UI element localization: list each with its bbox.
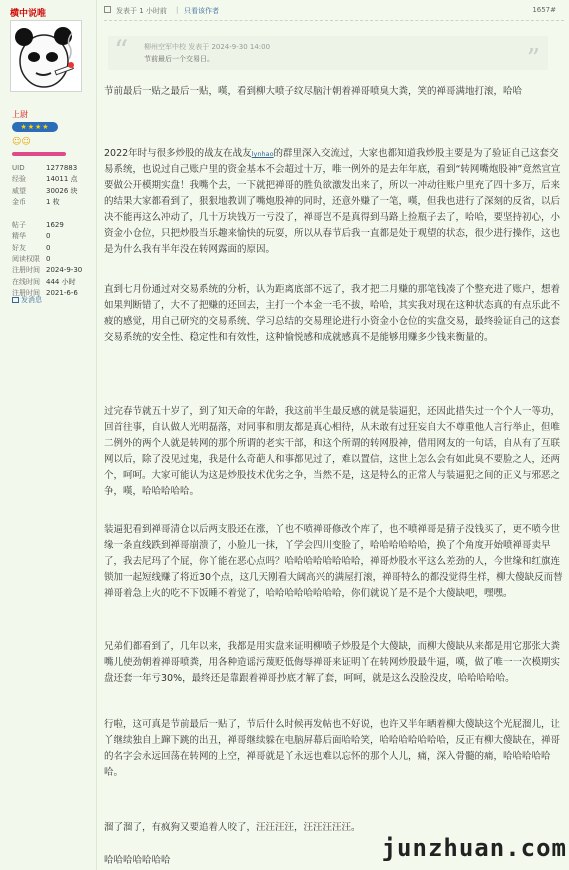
stat-posts[interactable]: 1629: [46, 221, 64, 229]
quote-text: 节前最后一个交易日。: [144, 55, 214, 63]
paragraph: 过完春节就五十岁了，到了知天命的年龄，我这前半生最反感的就是装逼犯，还因此措失过一个个人一等功，回首往事，自认做人光明磊落，对同事和朋友都是真心相待，从未敢有过狂妄自大不尊重他人言行举止，但唯二例外的两个人就是转网的那个所谓的老实干部，和这个所谓的转网股神，借用网友的一句话，自从有了互联网以后，除了没见过鬼，我是什么奇葩人和事都见过了，难以置信，这世上怎么会有如此臭不要脸之人，还两个，呵呵。大家可能认为这是炒股技术优劣之争，当然不是，这是特么的正常人与装逼犯之间的正义与邪恶之争，嘆，哈哈哈哈哈。: [104, 406, 561, 497]
quote-block: [108, 34, 548, 74]
user-link[interactable]: lynhao: [251, 150, 274, 158]
stat-row: 好友 0: [12, 243, 51, 252]
stat-row: 阅读权限 0: [12, 255, 51, 263]
stat-row: 帖子 1629: [12, 220, 64, 231]
user-group: 上尉: [12, 110, 28, 119]
send-message-label: 发消息: [21, 296, 42, 304]
stat-row: 在线时间 444 小时: [12, 277, 76, 286]
post-status-icon: [104, 6, 111, 13]
send-message-button[interactable]: [12, 295, 42, 305]
stat-row: 经验 14011 点: [12, 175, 78, 184]
paragraph: 装逼犯看到禅哥清仓以后两支股还在涨，丫也不喷禅哥修改个库了，也不喷禅哥是猜子没钱买了，更不喷今世缘一条直线跌到禅哥崩溃了，小脸儿一抹，丫学会四川变脸了，哈哈哈哈哈哈，换了个角度开始喷禅哥卖早了，我去尼玛了个屁，你丫能在恶心点吗？哈哈哈哈哈哈哈哈，禅哥炒股水平这么差劲的人，今世缘和红旗连锁加一起短线赚了将近30个点，这几天刚看大阔高兴的满屋打滚，禅哥特么的都没觉得生样，柳大傻缺反而替禅哥着急上火的吃不下饭睡不着觉了，哈哈哈哈哈哈哈哈，你们就说丫是不是个大傻缺吧，嘿嘿。: [104, 524, 563, 599]
paragraph: 节前最后一贴之最后一贴，嘆，看到柳大喷子纹尽脑汁朝着禅哥喷臭大粪，笑的禅哥满地打滚，哈哈: [104, 86, 523, 97]
stat-row: 注册时间 2024-9-30: [12, 266, 83, 275]
envelope-icon: [12, 297, 19, 303]
user-stats-b: [12, 220, 64, 254]
stat-row: 精华 0: [12, 232, 51, 241]
user-stats-c: [12, 254, 82, 300]
site-watermark: junzhuan.com: [381, 834, 567, 862]
stat-row: 威望 30026 块: [12, 186, 78, 195]
author-only-link[interactable]: 只看该作者: [184, 7, 219, 15]
paragraph: 直到七月份通过对交易系统的分析，认为距离底部不远了，我才把二月赚的那笔钱凑了个整充进了账户，想着如果判断错了，大不了把赚的还回去，主打一个本金一毛不拔，哈哈，其实我对现在这种状态真的有点乐此不疲的感觉，用自己研究的交易系统、学习总结的交易理论进行小资金小仓位的实盘交易，最终验证自己的这套交易系统的安全性、稳定性和有效性，这种愉悦感和成就感真不是能够用赚多少钱来衡量的。: [104, 284, 561, 343]
user-sidebar: [0, 0, 97, 870]
stat-row: UID 1277883: [12, 163, 78, 174]
close-quote-icon: ”: [526, 44, 540, 74]
stat-row: 金币 1 枚: [12, 198, 60, 207]
rank-stars: ★★★★: [12, 122, 58, 132]
quote-header: 柳州空军中校 发表于 2024-9-30 14:00: [144, 43, 271, 51]
user-stats-a: [12, 163, 78, 209]
open-quote-icon: “: [114, 34, 129, 67]
meta-separator: |: [176, 6, 179, 14]
paragraph: 行啦，这可真是节前最后一贴了，节后什么时候再发帖也不好说，也许又半年晒着柳大傻缺这个光屁溜儿，让丫继续独自上蹿下跳的出丑，禅哥继续躲在电脑屏幕后面哈哈笑，哈哈哈哈哈哈哈，反正有柳大傻缺在，禅哥的名字会永远回荡在转网的上空，禅哥就是丫永远也难以忘怀的那个人儿，痛，深入骨髓的痛，哈哈哈哈哈哈。: [104, 719, 561, 778]
medal-icons: ☺☺: [12, 137, 31, 147]
credit-bar: [12, 152, 66, 156]
stat-uid[interactable]: 1277883: [46, 164, 78, 172]
panda-meme-avatar-icon: [11, 21, 81, 91]
username[interactable]: 横中说唯: [10, 9, 47, 19]
paragraph: 兄弟们都看到了，几年以来，我都是用实盘来证明柳喷子炒股是个大傻缺，而柳大傻缺从来都是用它那张大粪嘴儿使劲朝着禅哥喷粪，用各种造谣污蔑贬低侮辱禅哥来证明丫在转网炒股最牛逼，嘆，做了唯一一次模期实盘还套一年亏30%，最终还是靠跟着禅哥抄底才解了套，呵呵，就是这么没脸没皮，哈哈哈哈哈。: [104, 641, 561, 684]
floor-number[interactable]: 1657#: [532, 6, 556, 14]
paragraph: 溜了溜了，有疯狗又要追着人咬了，汪汪汪汪，汪汪汪汪汪。: [104, 822, 361, 833]
paragraph: 哈哈哈哈哈哈哈: [104, 855, 171, 866]
post-time: 发表于 1 小时前: [116, 7, 167, 15]
stat-row: 注册时间 2021-6-6: [12, 289, 78, 298]
post-meta-bar: [104, 0, 564, 21]
avatar[interactable]: [10, 20, 82, 92]
paragraph: 2022年时与很多炒股的战友在战友lynhao的群里深入交流过，大家也都知道我炒股主要是为了验证自己这套交易系统，也说过自己账户里的资金基本不会超过十万，唯一例外的是去年年底，看到“转网嘴炮股神”竟然宣宣要做公开模期实盘！我嘴个去，一下就把禅哥的胜负欲激发出来了，所以一冲动往账户里充了四十多万，后来的结果大家都看到了，狠狠地教训了嘴炮股神的同时，还意外赚了一笔，嘆，但我也进行了深刻的反省，以后决不能再这么冲动了，几十万块钱万一亏没了，禅哥岂不是真得到马路上捡瓶子去了，哈哈，要坚持初心，小资金小仓位，只把炒股当乐趣来愉快的玩耍，所以从春节后我一直都是处于观望的状态，很少进行操作，这也是为什么我有半年没在转网露面的原因。: [104, 148, 561, 255]
